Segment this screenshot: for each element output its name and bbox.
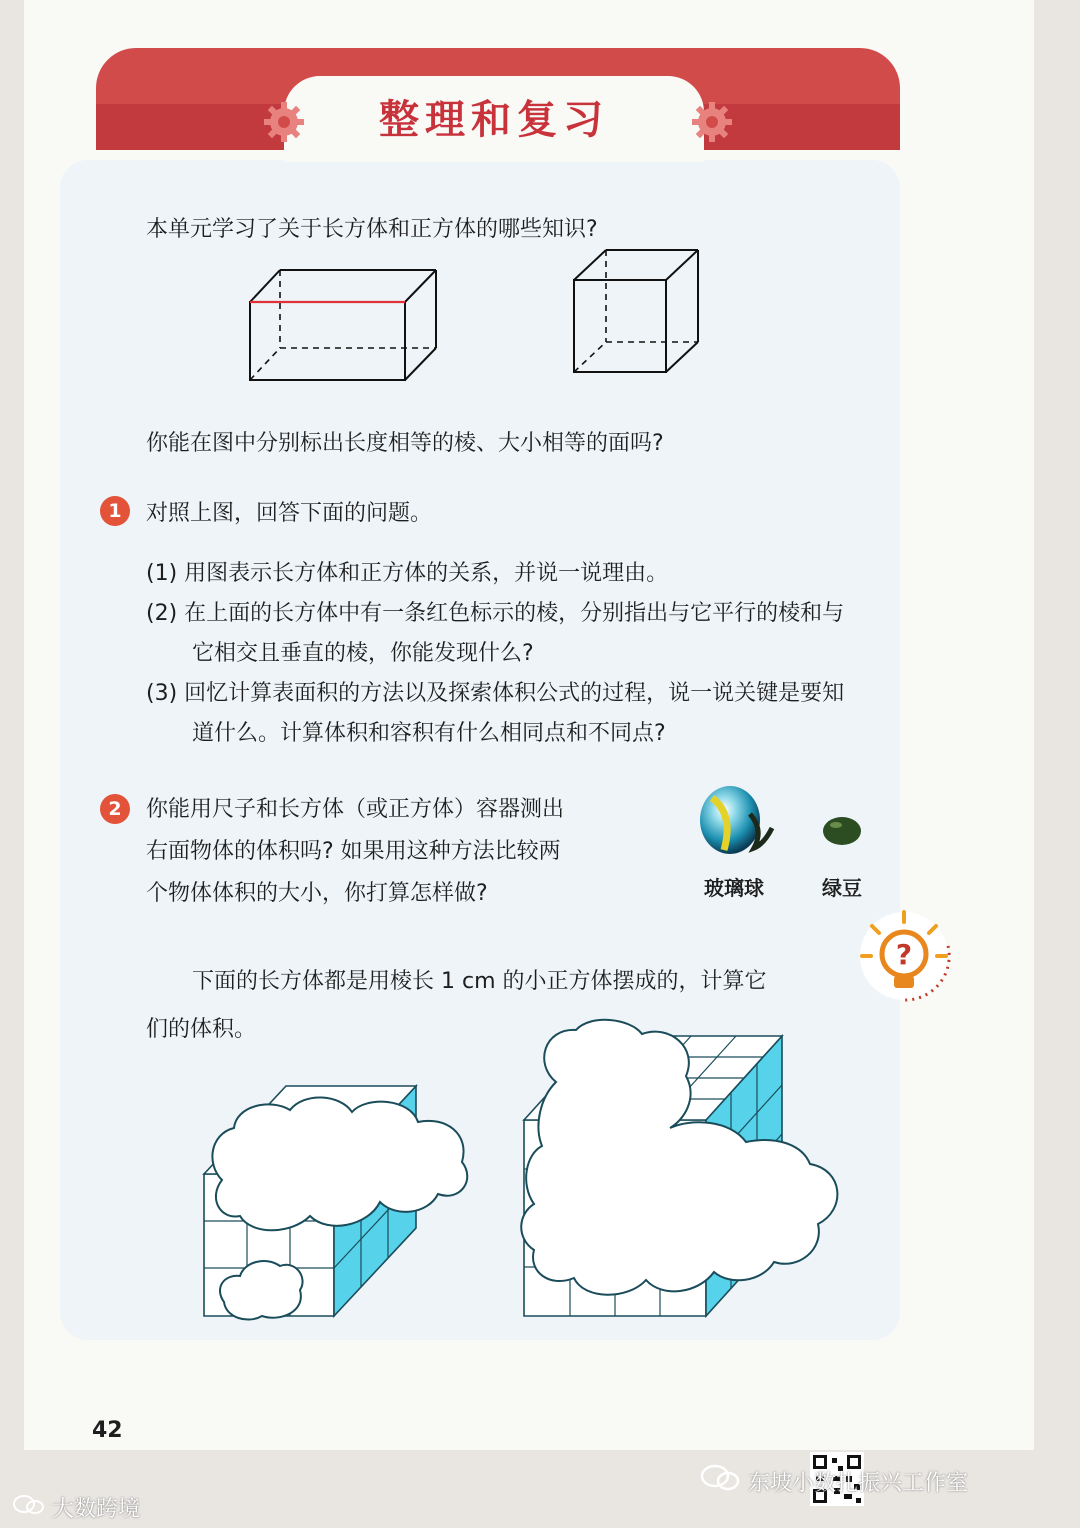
- marble-label: 玻璃球: [704, 876, 764, 900]
- watermark-left: 大数跨境: [52, 1497, 141, 1522]
- mung-bean-label: 绿豆: [822, 876, 862, 900]
- wechat-icon: [12, 1494, 46, 1516]
- question-2-line: 右面物体的体积吗? 如果用这种方法比较两: [146, 839, 561, 864]
- question-1-item: (3) 回忆计算表面积的方法以及探索体积公式的过程，说一说关键是要知: [146, 681, 845, 706]
- stacked-cuboid-right: [510, 1024, 850, 1324]
- stacked-cuboid-left: [200, 1076, 480, 1324]
- question-1-item: (2) 在上面的长方体中有一条红色标示的棱，分别指出与它平行的棱和与: [146, 601, 845, 626]
- question-3-line: 下面的长方体都是用棱长 1 cm 的小正方体摆成的，计算它: [192, 969, 767, 994]
- wechat-icon: [700, 1464, 740, 1492]
- gear-icon: [262, 100, 306, 144]
- intro-question: 本单元学习了关于长方体和正方体的哪些知识?: [146, 217, 598, 242]
- question-1-text: 对照上图，回答下面的问题。: [146, 501, 433, 526]
- question-1-item: (1) 用图表示长方体和正方体的关系，并说一说理由。: [146, 561, 669, 586]
- cube-diagram: [566, 244, 706, 382]
- diagram-question: 你能在图中分别标出长度相等的棱、大小相等的面吗?: [146, 431, 664, 456]
- question-2-line: 你能用尺子和长方体（或正方体）容器测出: [146, 797, 565, 822]
- section-title: 整理和复习: [379, 96, 609, 143]
- question-1-item: 它相交且垂直的棱，你能发现什么?: [192, 641, 534, 666]
- question-1-item: 道什么。计算体积和容积有什么相同点和不同点?: [192, 721, 666, 746]
- page-number: 42: [92, 1418, 123, 1443]
- mung-bean-icon: [820, 814, 864, 848]
- watermark-right: 东坡小数扎振兴工作室: [748, 1471, 969, 1496]
- svg-text:?: ?: [895, 938, 913, 971]
- cloud-cover: [521, 1020, 837, 1295]
- gear-icon: [690, 100, 734, 144]
- cloud-cover: [212, 1097, 467, 1230]
- question-2-badge: 2: [100, 794, 130, 824]
- lightbulb-question-icon: [858, 906, 962, 1010]
- cuboid-diagram: [240, 262, 450, 392]
- question-2-line: 个物体体积的大小，你打算怎样做?: [146, 881, 488, 906]
- question-3-line: 们的体积。: [146, 1017, 257, 1042]
- question-1-badge: 1: [100, 496, 130, 526]
- marble-icon: [694, 784, 774, 860]
